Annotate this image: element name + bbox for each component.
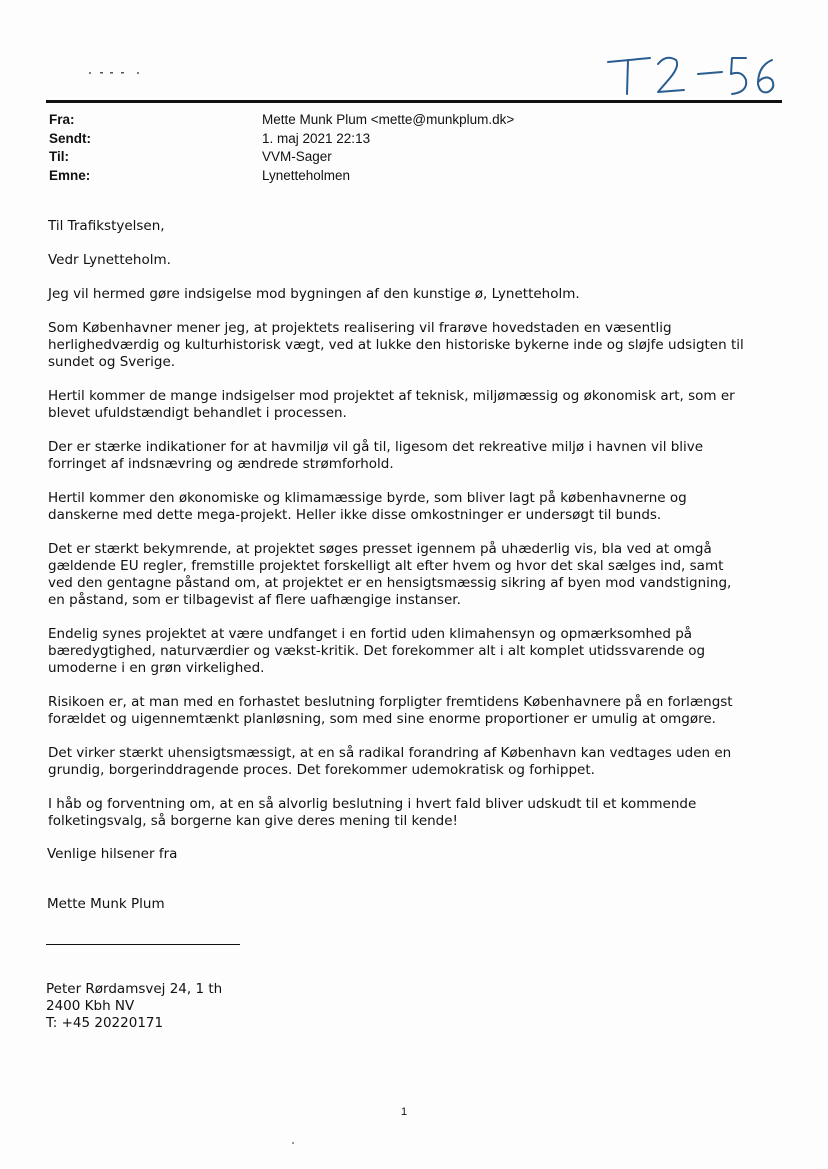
- subject-label: Emne:: [49, 167, 91, 183]
- from-value: Mette Munk Plum <mette@munkplum.dk>: [262, 112, 515, 127]
- paragraph: Hertil kommer den økonomiske og klimamæssige byrde, som bliver lagt på københavnerne og danskerne med dette mega-projekt. Heller ikke disse omkostninger er undersøgt til bunds.: [48, 490, 687, 523]
- closing-line: Venlige hilsener fra: [47, 846, 178, 862]
- subject-value: Lynetteholmen: [262, 167, 351, 183]
- address-street: Peter Rørdamsvej 24, 1 th: [46, 981, 223, 997]
- header-divider: [46, 100, 782, 103]
- scan-artifact-dots: [88, 70, 148, 76]
- scan-speck: [292, 1142, 294, 1144]
- to-value: VVM-Sager: [262, 149, 332, 164]
- to-label: Til:: [49, 149, 69, 164]
- paragraph: Der er stærke indikationer for at havmiljø vil gå til, ligesom det rekreative miljø i havnen vil blive forringet af indsnævring og ændrede strømforhold.: [48, 439, 704, 472]
- letter-body: [48, 218, 788, 847]
- paragraph: I håb og forventning om, at en så alvorlig beslutning i hvert fald bliver udskudt til et kommende folketingsvalg, så borgerne kan give deres mening til kende!: [48, 796, 697, 829]
- email-header-values: [262, 111, 514, 185]
- address-phone: T: +45 20220171: [46, 1015, 164, 1031]
- sent-value: 1. maj 2021 22:13: [262, 130, 371, 146]
- email-header-labels: [49, 111, 91, 185]
- paragraph: Det er stærkt bekymrende, at projektet søges presset igennem på uhæderlig vis, bla ved at omgå gældende EU regler, fremstille projektet forskelligt alt efter hvem og hvor det skal sælges ind, samt ved den gentagne påstand om, at projektet er en hensigtsmæssig sikring af byen mod vandstigning, en påstand, som er tilbagevist af flere uafhængige instanser.: [48, 541, 732, 608]
- paragraph: Jeg vil hermed gøre indsigelse mod bygningen af den kunstige ø, Lynetteholm.: [48, 286, 580, 302]
- paragraph: Hertil kommer de mange indsigelser mod projektet af teknisk, miljømæssig og økonomisk art, som er blevet ufuldstændigt behandlet i processen.: [48, 388, 735, 421]
- signature-divider: [46, 944, 240, 945]
- signer-name: Mette Munk Plum: [47, 896, 165, 912]
- greeting: Til Trafikstyelsen,: [48, 218, 165, 234]
- page-number: 1: [401, 1106, 408, 1118]
- handwritten-reference-mark: [600, 48, 780, 108]
- paragraph: Risikoen er, at man med en forhastet beslutning forpligter fremtidens Københavnere på en forlængst forældet og uigennemtænkt planløsning, som med sine enorme proportioner er umulig at omgøre.: [48, 694, 733, 727]
- paragraph: Endelig synes projektet at være undfanget i en fortid uden klimahensyn og opmærksomhed på bæredygtighed, naturværdier og vækst-kritik. Det forekommer alt i alt komplet utidssvarende og umoderne i en grøn virkelighed.: [48, 626, 706, 676]
- from-label: Fra:: [49, 112, 75, 127]
- sent-label: Sendt:: [49, 130, 91, 146]
- paragraph: Som Københavner mener jeg, at projektets realisering vil frarøve hovedstaden en væsentlig herlighedværdig og kulturhistorisk vægt, ved at lukke den historiske bykerne inde og sløjfe udsigten til sundet og Sverige.: [48, 320, 744, 370]
- paragraph: Det virker stærkt uhensigtsmæssigt, at en så radikal forandring af København kan vedtages uden en grundig, borgerinddragende proces. Det forekommer udemokratisk og forhippet.: [48, 745, 732, 778]
- address-city: 2400 Kbh NV: [46, 998, 135, 1014]
- sender-address: [46, 981, 222, 1032]
- regarding-line: Vedr Lynetteholm.: [48, 252, 171, 268]
